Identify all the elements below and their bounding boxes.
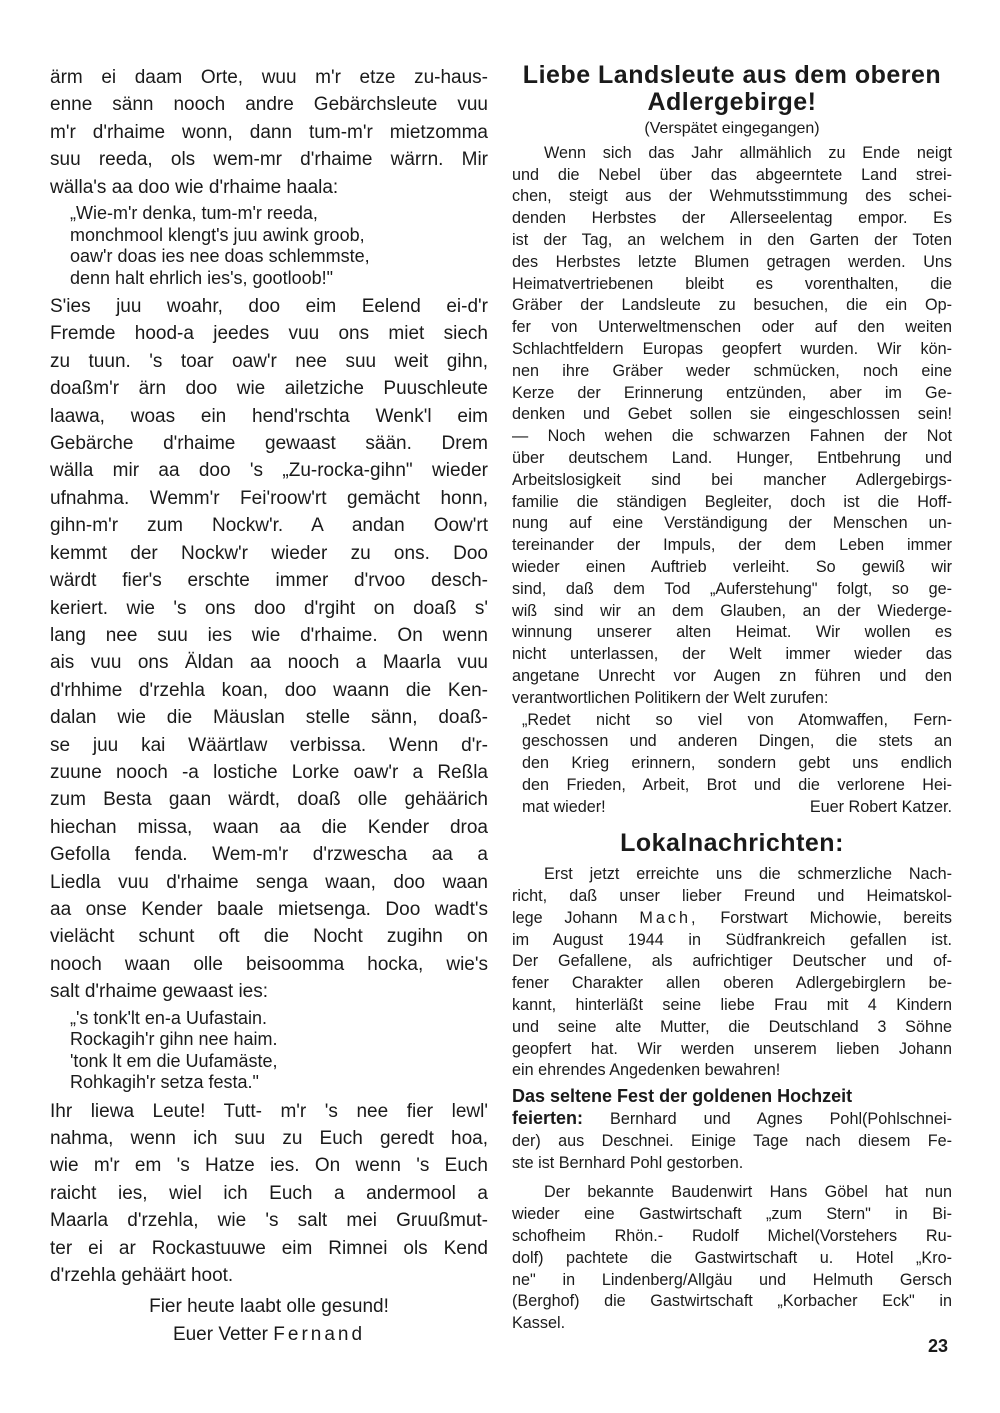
text-line: kannt, hinterläßt seine liebe Frau mit 4 Kindern bbox=[512, 996, 952, 1015]
text-line: ais vuu ons Äldan aa nooch a Maarla vuu bbox=[50, 652, 488, 674]
text-line: nen ihre Gräber weder schmücken, noch eine bbox=[512, 361, 952, 380]
text-line: der) aus Deschnei. Einige Tage nach diesem Fe- bbox=[512, 1131, 952, 1150]
text-fragment: Forstwart Michowie, bereits bbox=[720, 908, 952, 927]
text-line: nung auf eine Verständigung der Menschen un- bbox=[512, 514, 952, 533]
text-line: fener Charakter allen oberen Adlergebirglern be- bbox=[512, 974, 952, 993]
text-line: wälla mir aa doo 's „Zu-rocka-gihn" wieder bbox=[50, 460, 488, 482]
text-line: richt, daß unser lieber Freund und Heimatskol- bbox=[512, 887, 952, 906]
text-line: Kerze der Erinnerung entzünden, aber im Ge- bbox=[512, 383, 952, 402]
text-line: nahma, wenn ich suu zu Euch geredt hoa, bbox=[50, 1128, 488, 1149]
text-line: S'ies juu woahr, doo eim Eelend ei-d'r bbox=[50, 296, 488, 318]
verse-line: 'tonk lt em die Uufamäste, bbox=[70, 1050, 278, 1071]
news-title-cont: feierten: bbox=[512, 1108, 584, 1129]
text-fragment: Bernhard und Agnes Pohl(Pohlschnei- bbox=[610, 1110, 953, 1129]
text-line: wieder eine Gastwirtschaft „zum Stern" in Bi- bbox=[512, 1205, 952, 1224]
text-line: suu reeda, ols wem-mr d'rhaime wärrn. Mir bbox=[50, 149, 488, 171]
article-subheadline: (Verspätet eingegangen) bbox=[644, 120, 820, 137]
text-line: Ihr liewa Leute! Tutt- m'r 's nee fier lewl' bbox=[50, 1100, 488, 1122]
text-line: Erst jetzt erreichte uns die schmerzliche Nach- bbox=[544, 865, 952, 884]
signature-prefix: Euer Vetter bbox=[172, 1323, 268, 1345]
text-line: winnung unserer alten Heimat. Wir wollen es bbox=[512, 623, 952, 642]
text-line: dalan wie die Mäuslan stelle sänn, doaß- bbox=[50, 707, 488, 729]
text-line: aa onse Kender baale mietsenga. Doo wadt's bbox=[50, 898, 488, 920]
text-line: denden Herbstes der Allerseelentag empor. Es bbox=[512, 209, 952, 228]
text-line: Kassel. bbox=[512, 1314, 566, 1333]
text-line: d'rzehla gehäärt hoot. bbox=[50, 1265, 234, 1287]
text-line: Gebärche d'rhaime gewaast sään. Drem bbox=[50, 433, 488, 455]
text-line: angetane Unrecht vor Augen zn führen und den bbox=[512, 666, 952, 685]
text-line: geopfert hat. Wir werden unserem lieben Johann bbox=[512, 1039, 952, 1058]
headline-line: Adlergebirge! bbox=[647, 88, 817, 116]
text-line: enne sänn nooch andre Gebärchsleute vuu bbox=[50, 94, 488, 116]
section-title-local-news: Lokalnachrichten: bbox=[620, 828, 844, 857]
text-line: vielächt schunt oft die Nocht zugihn on bbox=[50, 926, 488, 948]
text-line: Der bekannte Baudenwirt Hans Göbel hat nun bbox=[544, 1183, 952, 1202]
text-line: wieder einen Auftrieb verleiht. So gewiß wir bbox=[512, 557, 952, 576]
text-line: Gräber der Landsleute zu besuchen, die ein Op- bbox=[512, 296, 952, 315]
quote-last-line bbox=[522, 797, 952, 819]
text-line: raicht ies, wiel ich Euch a andermool a bbox=[50, 1182, 488, 1204]
verse-line: oaw'r doas ies nee doas schlemmste, bbox=[70, 246, 370, 267]
text-line: wälla's aa doo wie d'rhaime haala: bbox=[50, 176, 339, 198]
text-line: Maarla d'rzehla, wie 's salt mei Gruußmut- bbox=[50, 1210, 488, 1232]
text-line: zuune nooch -a lostiche Lorke oaw'r a Reßla bbox=[50, 761, 488, 783]
text-line: Der Gefallene, als aufrichtiger Deutscher und of- bbox=[512, 952, 952, 971]
text-line-with-name bbox=[512, 908, 952, 930]
headline-line: Liebe Landsleute aus dem oberen bbox=[522, 61, 942, 89]
text-line: denken und Gebet sollen sie eingeschlossen sein! bbox=[512, 405, 952, 424]
text-line: — Noch wehen die schwarzen Fahnen der Not bbox=[512, 427, 952, 446]
text-line: Wenn sich das Jahr allmählich zu Ende neigt bbox=[544, 143, 952, 162]
left-paragraph-2 bbox=[50, 293, 488, 1006]
verse-line: Rohkagih'r setza festa." bbox=[70, 1072, 259, 1093]
text-line: laawa, woas ein hend'rschta Wenk'l eim bbox=[50, 405, 488, 427]
text-line: Heimatvertriebenen bleibt es vorenthalten, die bbox=[512, 274, 952, 293]
text-line: kemmt der Nockw'r wieder zu ons. Doo bbox=[50, 542, 488, 564]
text-line: tereinander der Impuls, der dem Leben immer bbox=[512, 536, 952, 555]
text-line: ter ei ar Rockastuuwe eim Rimnei ols Kend bbox=[50, 1237, 488, 1259]
text-line: mat wieder! bbox=[522, 797, 606, 816]
news-title: Das seltene Fest der goldenen Hochzeit bbox=[512, 1086, 853, 1107]
text-line: fer von Unterweltmenschen oder auf den weiten bbox=[512, 318, 952, 337]
text-line: se juu kai Wäärtlaw verbissa. Wenn d'r- bbox=[50, 734, 488, 756]
text-line: sind, daß dem Tod „Auferstehung" folgt, so ge- bbox=[512, 579, 952, 598]
verse-2 bbox=[50, 1008, 488, 1094]
text-line: salt d'rhaime gewaast ies: bbox=[50, 981, 269, 1003]
news-item-3 bbox=[512, 1182, 952, 1335]
text-line: „Redet nicht so viel von Atomwaffen, Fern- bbox=[522, 710, 952, 729]
text-line: wiß sind wir an dem Glauben, an der Wiederge- bbox=[512, 601, 952, 620]
text-line: keriert. wie 's ons doo d'rgiht on doaß s' bbox=[50, 597, 488, 619]
news-item-2 bbox=[512, 1086, 952, 1174]
text-line: dolf) pachtete die Gastwirtschaft u. Hotel „Kro- bbox=[512, 1248, 952, 1267]
closing-greeting: Fier heute laabt olle gesund! bbox=[149, 1296, 389, 1318]
text-line: im August 1944 in Südfrankreich gefallen ist. bbox=[512, 930, 952, 949]
text-line: d'rhhime d'rzehla koan, doo waann die Ken- bbox=[50, 679, 488, 701]
article-quote bbox=[512, 710, 952, 819]
verse-1 bbox=[50, 203, 488, 289]
article-body bbox=[512, 143, 952, 710]
left-column bbox=[50, 64, 488, 1348]
news-item-1 bbox=[512, 864, 952, 1082]
text-line bbox=[512, 1108, 952, 1131]
signature bbox=[50, 1321, 488, 1348]
text-line: den Frieden, Arbeit, Brot und die verlorene Hei- bbox=[522, 775, 952, 794]
text-line: hiechan missa, waan aa die Kender droa bbox=[50, 816, 488, 838]
text-line: lang nee suu ies wie d'rhaime. On wenn bbox=[50, 624, 488, 646]
left-paragraph-1 bbox=[50, 64, 488, 201]
article-headline bbox=[512, 62, 952, 116]
verse-line: Rockagih'r gihn nee haim. bbox=[70, 1029, 278, 1050]
text-line: nooch waan olle beisoomma hocka, wie's bbox=[50, 953, 488, 975]
text-line: ne" in Lindenberg/Allgäu und Helmuth Gersch bbox=[512, 1270, 952, 1289]
left-paragraph-3 bbox=[50, 1098, 488, 1290]
text-line: Gefolla fenda. Wem-m'r d'rzwescha aa a bbox=[50, 844, 488, 866]
text-line: Schlachtfeldern Europas geopfert wurden. Wir kön- bbox=[512, 339, 952, 358]
text-line: über deutschem Land. Hunger, Entbehrung und bbox=[512, 448, 952, 467]
text-line: wärdt fier's erschte immer d'rvoo desch- bbox=[50, 570, 488, 592]
text-line: (Berghof) die Gastwirtschaft „Korbacher Eck" in bbox=[512, 1292, 952, 1311]
text-line: geschossen und anderen Dingen, die stets an bbox=[522, 732, 952, 751]
text-line: ärm ei daam Orte, wuu m'r etze zu-haus- bbox=[50, 67, 488, 88]
text-line: nicht unterlassen, der Welt immer wieder das bbox=[512, 645, 952, 664]
page-number: 23 bbox=[928, 1336, 949, 1356]
person-name-spaced: Mach, bbox=[639, 908, 699, 927]
text-line: ste ist Bernhard Pohl gestorben. bbox=[512, 1153, 744, 1172]
text-line: ein ehrendes Angedenken bewahren! bbox=[512, 1061, 781, 1080]
text-line: des Herbstes letzte Blumen getragen werden. Uns bbox=[512, 252, 952, 271]
text-line: verantwortlichen Politikern der Welt zurufen: bbox=[512, 688, 829, 707]
text-line: familie die ständigen Begleiter, doch ist die Hoff- bbox=[512, 492, 952, 511]
text-line: chen, steigt aus der Wehmutsstimmung des schei- bbox=[512, 187, 952, 206]
text-line: schofheim Rhön.- Rudolf Michel(Vorstehers Ru- bbox=[512, 1227, 952, 1246]
right-column bbox=[512, 62, 952, 1335]
text-line: wie m'r em 's Hatze ies. On wenn 's Euch bbox=[50, 1155, 488, 1177]
text-line: zum Besta gaan wärdt, doaß olle gehäärich bbox=[50, 789, 488, 811]
text-line: m'r d'rhaime wonn, dann tum-m'r mietzomma bbox=[50, 121, 488, 143]
verse-line: denn halt ehrlich ies's, gootloob!" bbox=[70, 267, 333, 288]
text-line: Liedla vuu d'rhaime senga waan, doo waan bbox=[50, 871, 488, 893]
text-line: zu tuun. 's toar oaw'r nee suu weit gihn, bbox=[50, 350, 488, 372]
text-line: Arbeitslosigkeit sind bei mancher Adlergebirgs- bbox=[512, 470, 952, 489]
text-line: und die Nebel über das abgeerntete Land strei- bbox=[512, 165, 952, 184]
text-line: gihn-m'r zum Nockw'r. A andan Oow'rt bbox=[50, 515, 488, 537]
verse-line: monchmool klengt's juu awink groob, bbox=[70, 224, 365, 245]
text-line: ist der Tag, an welchem in den Garten der Toten bbox=[512, 230, 952, 249]
article-signature: Euer Robert Katzer. bbox=[809, 797, 952, 816]
text-fragment: lege Johann bbox=[512, 908, 618, 927]
text-line: ufnahma. Wemm'r Fei'roow'rt gemächt honn, bbox=[50, 487, 488, 509]
text-line: Fremde hood-a jeedes vuu ons miet siech bbox=[50, 323, 488, 345]
verse-line: „Wie-m'r denka, tum-m'r reeda, bbox=[70, 203, 318, 224]
verse-line: „'s tonk'lt en-a Uufastain. bbox=[70, 1007, 267, 1028]
text-line: und seine alte Mutter, die Deutschland 3 Söhne bbox=[512, 1017, 952, 1036]
signature-name: Fernand bbox=[273, 1323, 366, 1345]
text-line: den Krieg erinnern, sondern gebt uns endlich bbox=[522, 754, 952, 773]
text-line: doaßm'r ärn doo wie ailetziche Puuschleute bbox=[50, 378, 488, 400]
